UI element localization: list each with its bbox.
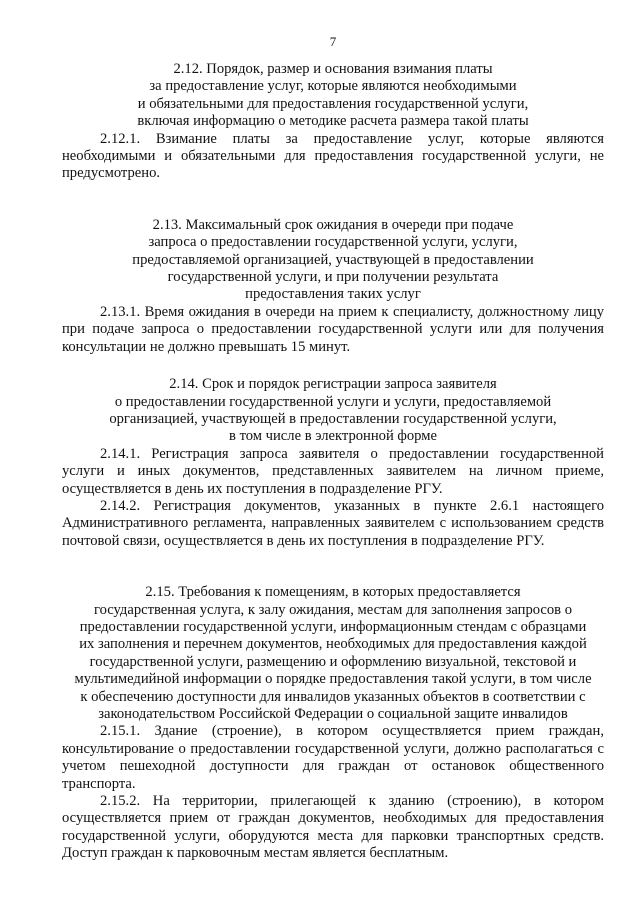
heading-line: их заполнения и перечнем документов, необходимых для предоставления каждой (79, 636, 587, 653)
section-spacer (62, 550, 604, 584)
heading-line: 2.15. Требования к помещениям, в которых предоставляется (145, 584, 521, 601)
section-2-14 (62, 376, 604, 550)
heading-line: предоставления таких услуг (245, 286, 421, 303)
section-heading (62, 61, 604, 131)
heading-line: предоставляемой организацией, участвующей в предоставлении (132, 251, 534, 268)
paragraph-2-15-2: 2.15.2. На территории, прилегающей к зданию (строению), в котором осуществляется прием от граждан документов, необходимых для предоставления государственной услуги, оборудуются места для парковки транспортных средств. Доступ граждан к парковочным местам является бесплатным. (62, 793, 604, 862)
heading-line: 2.14. Срок и порядок регистрации запроса заявителя (169, 376, 497, 393)
heading-line: к обеспечению доступности для инвалидов указанных объектов в соответствии с (80, 688, 586, 705)
paragraph-2-13-1: 2.13.1. Время ожидания в очереди на прием к специалисту, должностному лицу при подаче запроса о предоставлении государственной услуги или для получения консультации не должно превышать 15 минут. (62, 303, 604, 355)
heading-line: предоставлении государственной услуги, информационным стендам с образцами (79, 618, 587, 635)
section-heading (62, 217, 604, 304)
heading-line: организацией, участвующей в предоставлении государственной услуги, (109, 410, 557, 427)
section-spacer (62, 356, 604, 376)
section-2-13 (62, 217, 604, 356)
paragraph-2-14-1: 2.14.1. Регистрация запроса заявителя о предоставлении государственной услуги и иных документов, представленных заявителем на личном приеме, осуществляется в день их поступления в подразделение РГУ. (62, 445, 604, 497)
heading-line: 2.13. Максимальный срок ожидания в очереди при подаче (152, 216, 514, 233)
section-spacer (62, 183, 604, 217)
section-2-15 (62, 584, 604, 863)
heading-line: государственная услуга, к залу ожидания, местам для заполнения запросов о (93, 601, 573, 618)
heading-line: и обязательными для предоставления государственной услуги, (137, 95, 529, 112)
heading-line: о предоставлении государственной услуги и услуги, предоставляемой (114, 393, 552, 410)
heading-line: за предоставление услуг, которые являются необходимыми (149, 78, 517, 95)
heading-line: запроса о предоставлении государственной услуги, услуги, (148, 234, 518, 251)
heading-line: государственной услуги, и при получении результата (167, 269, 499, 286)
heading-line: в том числе в электронной форме (229, 428, 437, 445)
section-heading (62, 584, 604, 723)
paragraph-2-14-2: 2.14.2. Регистрация документов, указанных в пункте 2.6.1 настоящего Административного регламента, направленных заявителем с использованием средств почтовой связи, осуществляется в день их поступления в подразделение РГУ. (62, 497, 604, 549)
paragraph-2-12-1: 2.12.1. Взимание платы за предоставление услуг, которые являются необходимыми и обязательными для предоставления государственной услуги, не предусмотрено. (62, 130, 604, 182)
heading-line: государственной услуги, размещению и оформлению визуальной, текстовой и (89, 653, 577, 670)
section-2-12 (62, 61, 604, 183)
page-number: 7 (329, 34, 337, 49)
heading-line: 2.12. Порядок, размер и основания взимания платы (173, 61, 493, 77)
section-heading (62, 376, 604, 446)
heading-line: мультимедийной информации о порядке предоставления такой услуги, в том числе (74, 671, 592, 688)
heading-line: законодательством Российской Федерации о социальной защите инвалидов (98, 706, 568, 722)
paragraph-2-15-1: 2.15.1. Здание (строение), в котором осуществляется прием граждан, консультирование о предоставлении государственной услуги, должно располагаться с учетом пешеходной доступности для граждан от остановок общественного транспорта. (62, 723, 604, 792)
heading-line: включая информацию о методике расчета размера такой платы (137, 113, 529, 130)
